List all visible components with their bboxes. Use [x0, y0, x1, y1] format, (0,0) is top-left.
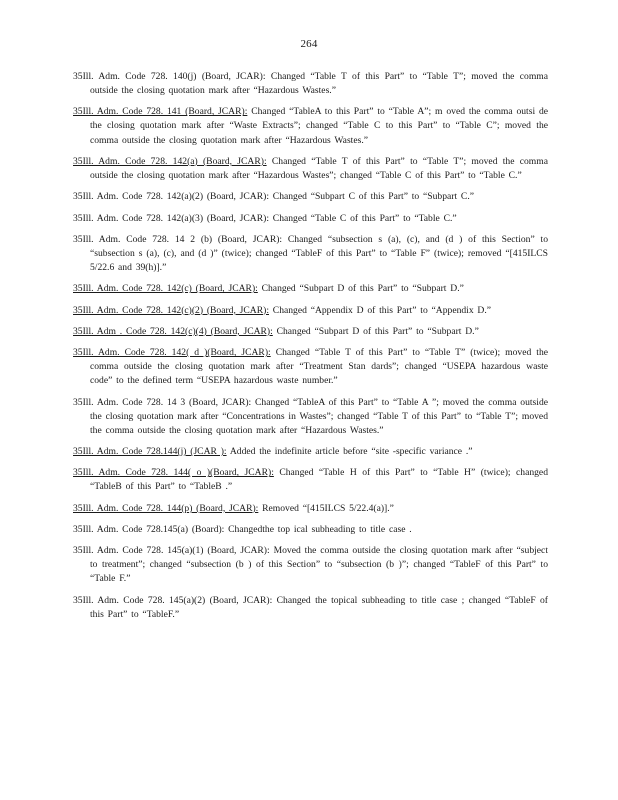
entry-citation: 35Ill. Adm. Code 728. 142(c) (Board, JCAR):: [73, 283, 258, 295]
entry-text: Changed “Subpart C of this Part” to “Subpart C.”: [269, 191, 474, 203]
entry-text: Changedthe top ical subheading to title case .: [224, 523, 412, 535]
amendment-entry: [73, 523, 548, 537]
entry-citation: 35Ill. Adm. Code 728. 142(c)(2) (Board, JCAR):: [73, 304, 269, 316]
amendment-entry: [73, 70, 548, 98]
entry-text: Added the indefinite article before “site -specific variance .”: [226, 446, 473, 458]
entry-text: Changed “TableA to this Part” to “Table A”; m oved the comma outsi de the closing quotation mark after “Waste Extracts”; changed “Table C to this Part” to “Table C”; moved the comma outside the closing quotation mark after “Hazardous Wastes.”: [90, 106, 549, 146]
entry-text: Changed “subsection s (a), (c), and (d ) of this Section” to “subsection s (a), (c), and (d )” (twice); changed “TableF of this Part” to “Table F” (twice); removed “[415ILCS 5/22.6 and 39(h)].”: [90, 233, 548, 273]
entry-citation: 35Ill. Adm. Code 728.144(j) (JCAR ):: [73, 446, 227, 458]
amendment-entry: [73, 304, 548, 318]
entry-text: Changed the topical subheading to title case ; changed “TableF of this Part” to “TableF.”: [90, 594, 548, 620]
amendment-entry: [73, 233, 548, 275]
amendment-entry: [73, 212, 548, 226]
page-number: 264: [300, 38, 318, 50]
entry-citation: 35Ill. Adm. Code 728. 14 2 (b) (Board, JCAR):: [73, 233, 283, 245]
amendment-entry: [73, 396, 548, 438]
entry-text: Changed “Table T of this Part” to “Table T”; moved the comma outside the closing quotation mark after “Hazardous Wastes”; changed “Table C of this Part” to “Table C.”: [90, 155, 548, 181]
entry-citation: 35Ill. Adm. Code 728. 144(p) (Board, JCAR):: [73, 502, 259, 514]
amendment-entry: [73, 155, 548, 183]
entry-text: Changed “TableA of this Part” to “Table A ”; moved the comma outside the closing quotation mark after “Concentrations in Wastes”; changed “Table T of this Part” to “Table T”; moved the comma outside the closing quotation mark after “Hazardous Wastes.”: [90, 396, 548, 436]
amendment-entry: [73, 346, 548, 388]
amendment-entry: [73, 544, 548, 586]
entry-citation: 35Ill. Adm. Code 728. 142( d )(Board, JCAR):: [73, 347, 271, 359]
amendment-entry: [73, 282, 548, 296]
entry-citation: 35Ill. Adm. Code 728.145(a) (Board):: [73, 523, 225, 535]
entry-citation: 35Ill. Adm . Code 728. 142(c)(4) (Board, JCAR):: [73, 325, 273, 337]
entry-citation: 35Ill. Adm. Code 728. 140(j) (Board, JCAR):: [73, 71, 266, 82]
amendment-entry: [73, 594, 548, 622]
entry-text: Removed “[415ILCS 5/22.4(a)].”: [258, 502, 394, 514]
amendment-list: [73, 70, 548, 629]
entry-citation: 35Ill. Adm. Code 728. 142(a)(2) (Board, JCAR):: [73, 191, 269, 203]
entry-text: Moved the comma outside the closing quotation mark after “subject to treatment”; changed “subsection (b ) of this Section” to “subsection (b )”; changed “TableF of this Part” to “Table F.”: [90, 545, 548, 585]
entry-text: Changed “Table T of this Part” to “Table T” (twice); moved the comma outside the closing quotation mark after “Treatment Stan dards”; changed “USEPA hazardous waste code” to the defined term “USEPA hazardous waste number.”: [90, 347, 549, 387]
amendment-entry: [73, 502, 548, 516]
amendment-entry: [73, 466, 548, 494]
entry-text: Changed “Table T of this Part” to “Table T”; moved the comma outside the closing quotation mark after “Hazardous Wastes.”: [90, 71, 548, 97]
entry-text: Changed “Table H of this Part” to “Table H” (twice); changed “TableB of this Part” to “TableB .”: [90, 467, 548, 493]
entry-text: Changed “Subpart D of this Part” to “Subpart D.”: [257, 283, 464, 295]
amendment-entry: [73, 105, 548, 147]
entry-citation: 35Ill. Adm. Code 728. 142(a)(3) (Board, JCAR):: [73, 212, 269, 224]
entry-text: Changed “Table C of this Part” to “Table C.”: [269, 212, 457, 224]
entry-citation: 35Ill. Adm. Code 728. 145(a)(2) (Board, JCAR):: [73, 594, 273, 606]
entry-text: Changed “Subpart D of this Part” to “Subpart D.”: [272, 325, 479, 337]
entry-citation: 35Ill. Adm. Code 728. 141 (Board, JCAR):: [73, 106, 248, 118]
entry-text: Changed “Appendix D of this Part” to “Appendix D.”: [269, 304, 492, 316]
entry-citation: 35Ill. Adm. Code 728. 142(a) (Board, JCAR):: [73, 155, 267, 167]
entry-citation: 35Ill. Adm. Code 728. 144( o )(Board, JCAR):: [73, 467, 274, 479]
amendment-entry: [73, 190, 548, 204]
amendment-entry: [73, 445, 548, 459]
entry-citation: 35Ill. Adm. Code 728. 145(a)(1) (Board, JCAR):: [73, 545, 270, 557]
entry-citation: 35Ill. Adm. Code 728. 14 3 (Board, JCAR):: [73, 396, 252, 408]
amendment-entry: [73, 325, 548, 339]
